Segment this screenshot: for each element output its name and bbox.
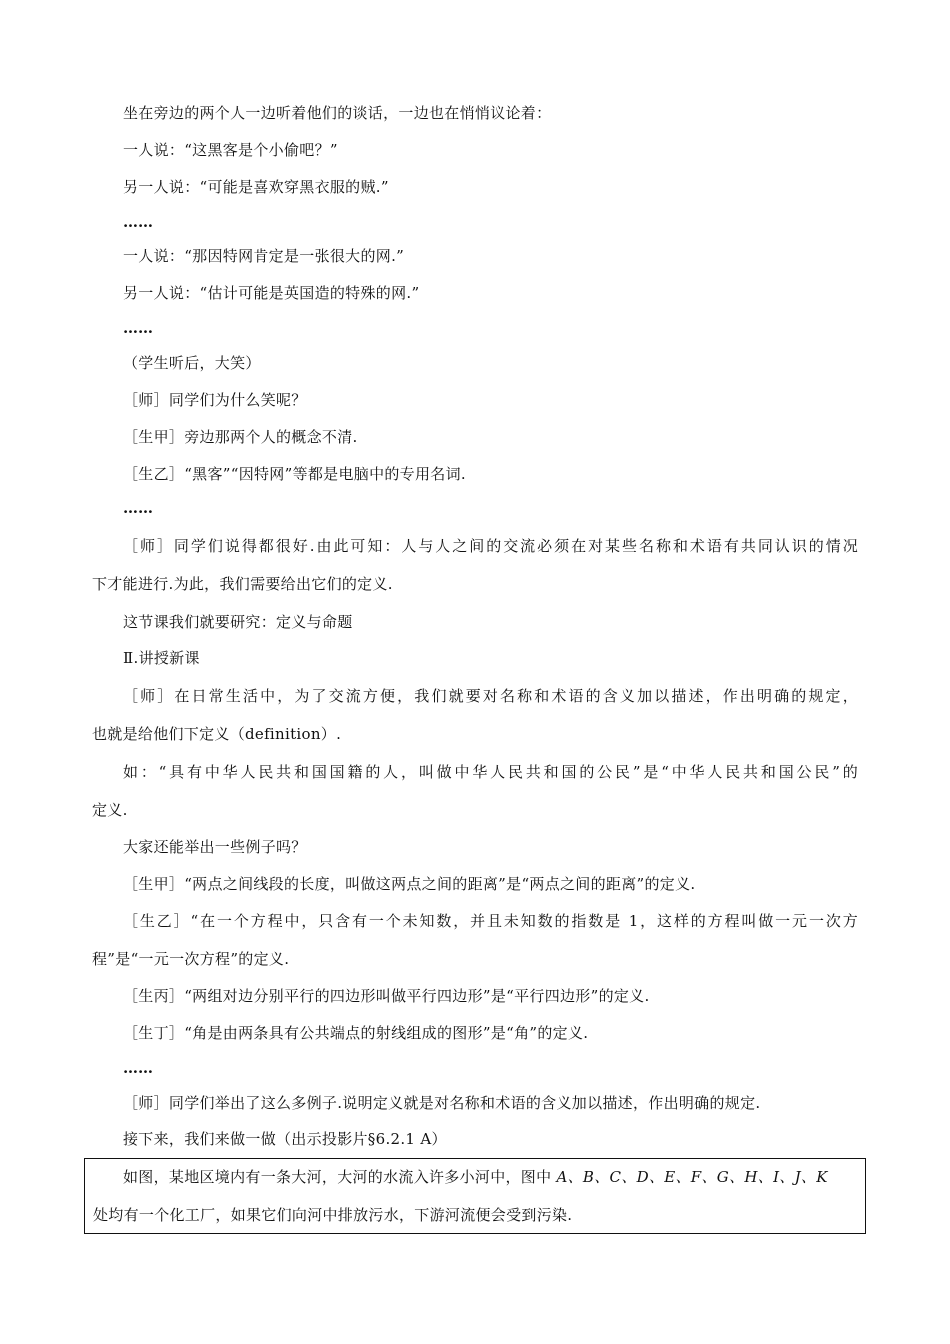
paragraph-line: 如：“具有中华人民共和国国籍的人，叫做中华人民共和国的公民”是“中华人民共和国公民”的 [123,763,858,781]
paragraph-line: 一人说：“那因特网肯定是一张很大的网.” [123,247,405,265]
paragraph-line: 大家还能举出一些例子吗？ [123,838,307,856]
paragraph-line: 程”是“一元一次方程”的定义. [92,950,290,968]
paragraph-line: ［师］同学们为什么笑呢？ [123,391,307,409]
ellipsis-line: …… [123,499,153,517]
paragraph-line: 另一人说：“估计可能是英国造的特殊的网.” [123,284,420,302]
ellipsis-line: …… [123,319,153,337]
factory-letters: A、B、C、D、E、F、G、H、I、J、K [556,1168,828,1186]
paragraph-line: ［生甲］“两点之间线段的长度，叫做这两点之间的距离”是“两点之间的距离”的定义. [123,875,696,893]
paragraph-line: ［生丙］“两组对边分别平行的四边形叫做平行四边形”是“平行四边形”的定义. [123,987,650,1005]
slide-problem-box [84,1158,866,1234]
section-heading: Ⅱ.讲授新课 [123,649,200,667]
paragraph-line: ［师］同学们举出了这么多例子.说明定义就是对名称和术语的含义加以描述，作出明确的规定. [123,1094,761,1112]
paragraph-line: ［生甲］旁边那两个人的概念不清. [123,428,358,446]
box-line-2: 处均有一个化工厂，如果它们向河中排放污水，下游河流便会受到污染. [93,1206,573,1224]
paragraph-line: 坐在旁边的两个人一边听着他们的谈话，一边也在悄悄议论着： [123,104,552,122]
paragraph-line: ［生乙］“黑客”“因特网”等都是电脑中的专用名词. [123,465,466,483]
box-line-1 [123,1167,828,1187]
paragraph-line: ［生丁］“角是由两条具有公共端点的射线组成的图形”是“角”的定义. [123,1024,589,1042]
paragraph-line: ［生乙］“在一个方程中，只含有一个未知数，并且未知数的指数是 1，这样的方程叫做一元一次方 [123,912,858,930]
paragraph-line: 也就是给他们下定义（definition）. [92,725,342,743]
ellipsis-line: …… [123,1059,153,1077]
paragraph-line: ［师］同学们说得都很好.由此可知：人与人之间的交流必须在对某些名称和术语有共同认识的情况 [123,537,858,555]
paragraph-line: 这节课我们就要研究：定义与命题 [123,613,353,631]
paragraph-line: 下才能进行.为此，我们需要给出它们的定义. [92,575,393,593]
paragraph-line: ［师］在日常生活中，为了交流方便，我们就要对名称和术语的含义加以描述，作出明确的规定， [123,687,858,705]
paragraph-line: （学生听后，大笑） [123,354,261,372]
paragraph-line: 定义. [92,801,128,819]
paragraph-line: 接下来，我们来做一做（出示投影片§6.2.1 A） [123,1130,447,1148]
paragraph-line: 另一人说：“可能是喜欢穿黑衣服的贼.” [123,178,389,196]
paragraph-line: 一人说：“这黑客是个小偷吧？” [123,141,338,159]
box-line-1-text: 如图，某地区境内有一条大河，大河的水流入许多小河中，图中 [123,1168,557,1186]
ellipsis-line: …… [123,213,153,231]
